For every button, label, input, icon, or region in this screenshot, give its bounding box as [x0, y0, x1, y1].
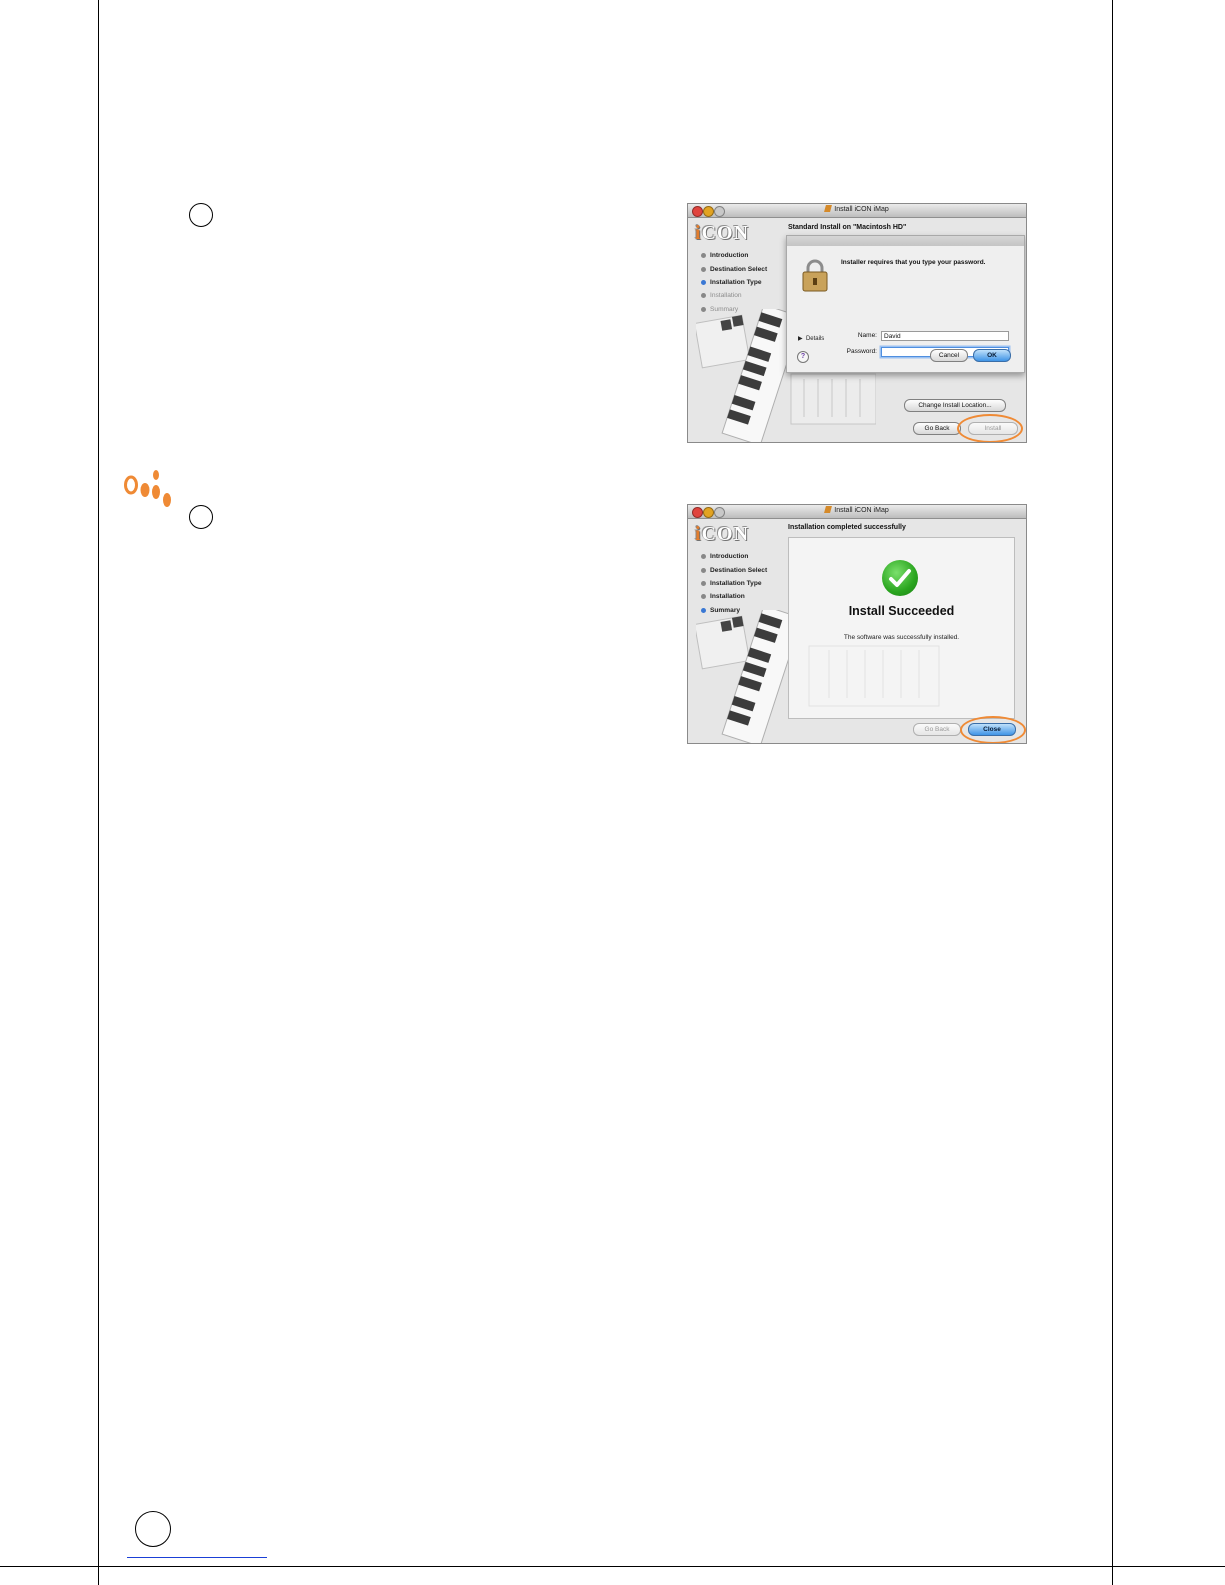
help-icon[interactable]: ?	[797, 351, 809, 363]
step-introduction: Introduction	[701, 249, 801, 262]
name-field[interactable]: David	[881, 331, 1009, 341]
left-border-line	[98, 0, 99, 1585]
window-titlebar	[688, 204, 1026, 218]
window-titlebar	[688, 505, 1026, 519]
step-bullet-icon	[701, 581, 706, 586]
step-installation-type: Installation Type	[701, 577, 801, 590]
installer-steps-sidebar	[701, 550, 801, 617]
step-marker-2	[189, 505, 213, 529]
success-heading: Installation completed successfully	[788, 524, 906, 531]
install-highlight-ring	[957, 414, 1023, 443]
package-icon	[824, 506, 832, 513]
window-title: Install iCON iMap	[688, 205, 1026, 213]
step-destination-select: Destination Select	[701, 563, 801, 576]
step-summary: Summary	[701, 303, 801, 316]
step-destination-select: Destination Select	[701, 262, 801, 275]
install-button[interactable]: Install	[968, 422, 1018, 435]
step-installation: Installation	[701, 590, 801, 603]
step-installation-type: Installation Type	[701, 276, 801, 289]
cancel-button[interactable]: Cancel	[930, 349, 968, 362]
close-button[interactable]: Close	[968, 723, 1016, 736]
installer-window-success	[687, 504, 1027, 744]
page-number-circle	[135, 1511, 171, 1547]
step-marker-1	[189, 203, 213, 227]
footer-link-underline[interactable]	[127, 1557, 267, 1558]
step-bullet-icon	[701, 554, 706, 559]
window-title: Install iCON iMap	[688, 506, 1026, 514]
step-bullet-icon	[701, 293, 706, 298]
sheet-header	[787, 236, 1024, 246]
change-install-location-button[interactable]: Change Install Location...	[904, 399, 1006, 412]
password-label: Password:	[846, 348, 877, 355]
step-bullet-icon	[701, 267, 706, 272]
package-icon	[824, 205, 832, 212]
icon-logo: iCON	[695, 222, 750, 244]
step-installation: Installation	[701, 289, 801, 302]
brand-dots-icon	[122, 465, 177, 510]
ok-button[interactable]: OK	[973, 349, 1011, 362]
install-succeeded-title: Install Succeeded	[848, 604, 955, 618]
go-back-button[interactable]: Go Back	[913, 422, 961, 435]
password-sheet	[786, 235, 1025, 373]
name-label: Name:	[857, 332, 877, 339]
current-step-bullet-icon	[701, 280, 706, 285]
close-highlight-ring	[960, 716, 1026, 744]
step-bullet-icon	[701, 568, 706, 573]
details-disclosure[interactable]: ▶ Details	[798, 336, 825, 342]
icon-logo: iCON	[695, 523, 750, 545]
auth-message: Installer requires that you type your password.	[841, 259, 986, 266]
step-bullet-icon	[701, 253, 706, 258]
success-check-icon	[882, 560, 918, 596]
bottom-border-line	[0, 1566, 1225, 1567]
success-panel	[788, 537, 1015, 719]
install-succeeded-message: The software was successfully installed.	[843, 634, 960, 641]
lock-icon	[800, 258, 830, 292]
step-bullet-icon	[701, 594, 706, 599]
step-summary: Summary	[701, 604, 801, 617]
disclosure-triangle-icon: ▶	[798, 336, 803, 342]
right-border-line	[1112, 0, 1113, 1585]
step-introduction: Introduction	[701, 550, 801, 563]
installer-window-auth	[687, 203, 1027, 443]
go-back-button[interactable]: Go Back	[913, 723, 961, 736]
install-heading: Standard Install on "Macintosh HD"	[788, 224, 907, 231]
